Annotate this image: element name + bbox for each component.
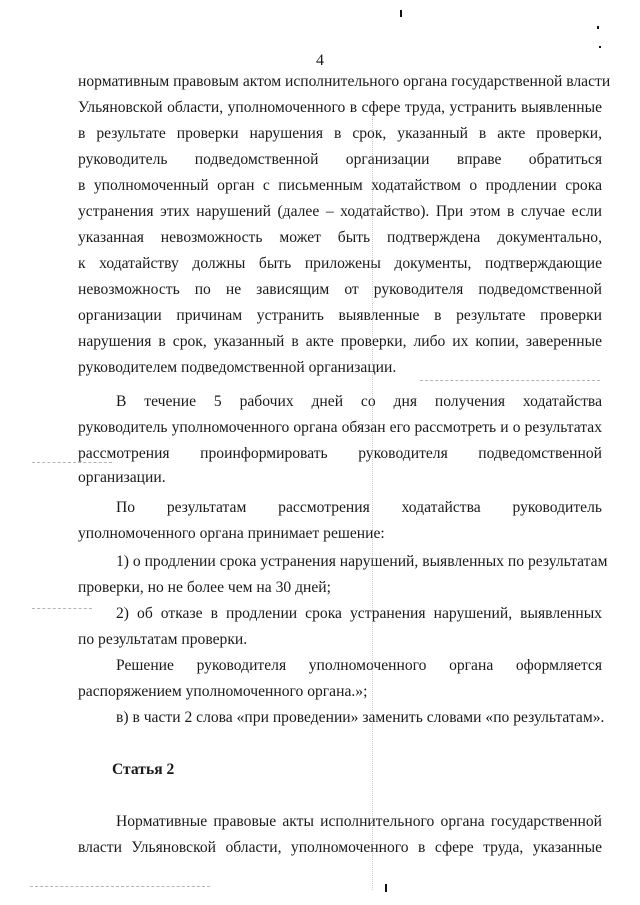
page-number: 4 bbox=[316, 52, 324, 69]
scan-artifact-line bbox=[32, 462, 112, 463]
scan-speck bbox=[385, 884, 387, 892]
text-line: уполномоченного органа принимает решение: bbox=[78, 525, 385, 542]
text-line: указанная невозможность может быть подтверждена документально, bbox=[78, 229, 602, 246]
text-line: устранения этих нарушений (далее – ходатайство). При этом в случае если bbox=[78, 203, 602, 220]
text-line: руководитель подведомственной организации вправе обратиться bbox=[78, 151, 602, 168]
text-line: Ульяновской области, уполномоченного в сфере труда, устранить выявленные bbox=[78, 99, 602, 116]
article-heading: Статья 2 bbox=[112, 761, 175, 778]
text-line: власти Ульяновской области, уполномоченного в сфере труда, указанные bbox=[78, 839, 602, 856]
text-line: В течение 5 рабочих дней со дня получения ходатайства bbox=[116, 393, 602, 410]
scan-artifact-line bbox=[420, 380, 600, 381]
scan-speck bbox=[400, 10, 402, 17]
scan-speck bbox=[599, 46, 601, 48]
text-line: Нормативные правовые акты исполнительного органа государственной bbox=[116, 813, 602, 830]
text-line: руководителем подведомственной организации. bbox=[78, 359, 397, 376]
text-line: организации причинам устранить выявленные в результате проверки bbox=[78, 307, 602, 324]
text-line: Решение руководителя уполномоченного органа оформляется bbox=[116, 657, 602, 674]
text-line: 1) о продлении срока устранения нарушений, выявленных по результатам bbox=[116, 553, 608, 570]
text-line: По результатам рассмотрения ходатайства руководитель bbox=[116, 499, 602, 516]
text-line: по результатам проверки. bbox=[78, 631, 248, 648]
text-line: нарушения в срок, указанный в акте проверки, либо их копии, заверенные bbox=[78, 333, 602, 350]
scan-artifact-line bbox=[30, 886, 210, 887]
text-line: нормативным правовым актом исполнительного органа государственной власти bbox=[78, 73, 611, 90]
text-line: рассмотрения проинформировать руководителя подведомственной bbox=[78, 445, 602, 462]
text-line: 2) об отказе в продлении срока устранения нарушений, выявленных bbox=[116, 605, 602, 622]
text-line: в результате проверки нарушения в срок, указанный в акте проверки, bbox=[78, 125, 602, 142]
text-line: проверки, но не более чем на 30 дней; bbox=[78, 579, 331, 596]
text-line: в уполномоченный орган с письменным ходатайством о продлении срока bbox=[78, 177, 602, 194]
scan-artifact-line bbox=[32, 608, 92, 609]
text-line: в) в части 2 слова «при проведении» заменить словами «по результатам». bbox=[116, 709, 605, 726]
text-line: распоряжением уполномоченного органа.»; bbox=[78, 683, 368, 700]
text-line: руководитель уполномоченного органа обязан его рассмотреть и о результатах bbox=[78, 419, 602, 436]
scan-artifact-fold bbox=[372, 110, 373, 890]
text-line: к ходатайству должны быть приложены документы, подтверждающие bbox=[78, 255, 602, 272]
text-line: организации. bbox=[78, 469, 166, 486]
text-line: невозможность по не зависящим от руководителя подведомственной bbox=[78, 281, 602, 298]
scan-speck bbox=[597, 26, 599, 29]
